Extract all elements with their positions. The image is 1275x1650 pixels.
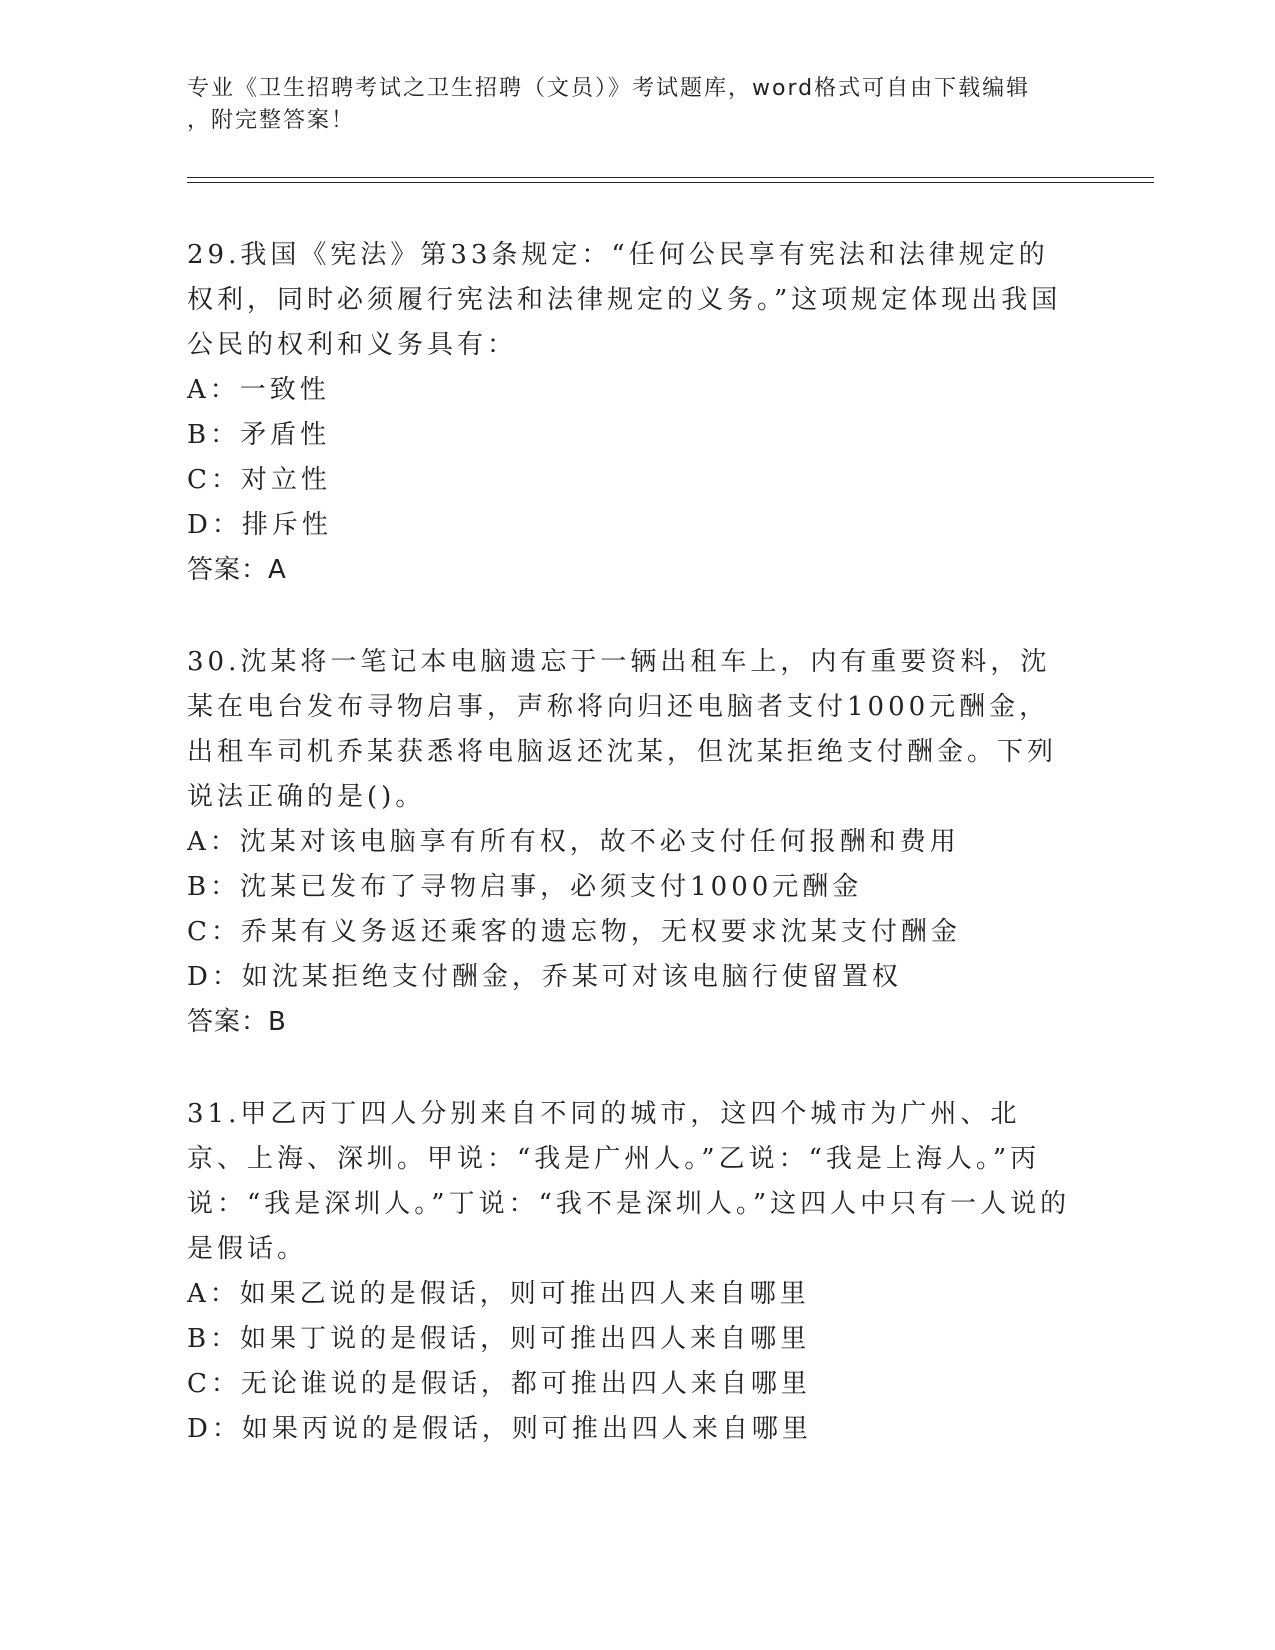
option-b: B：沈某已发布了寻物启事，必须支付1000元酬金 — [187, 872, 863, 902]
option-b: B：矛盾性 — [187, 420, 331, 450]
question-stem: 30.沈某将一笔记本电脑遗忘于一辆出租车上，内有重要资料，沈某在电台发布寻物启事，声称将向归还电脑者支付1000元酬金，出租车司机乔某获悉将电脑返还沈某，但沈某拒绝支付酬金。下列说法正确的是()。 — [187, 647, 1058, 812]
option-a: A：一致性 — [187, 375, 330, 405]
question-stem: 29.我国《宪法》第33条规定：“任何公民享有宪法和法律规定的权利，同时必须履行宪法和法律规定的义务。”这项规定体现出我国公民的权利和义务具有： — [187, 240, 1062, 360]
question-29 — [187, 233, 1077, 593]
option-d: D：如果丙说的是假话，则可推出四人来自哪里 — [187, 1414, 812, 1444]
option-d: D：如沈某拒绝支付酬金，乔某可对该电脑行使留置权 — [187, 962, 902, 992]
header-line-1: 专业《卫生招聘考试之卫生招聘（文员）》考试题库，word格式可自由下载编辑 — [187, 76, 1031, 101]
option-b: B：如果丁说的是假话，则可推出四人来自哪里 — [187, 1324, 811, 1354]
document-header — [187, 73, 1067, 137]
option-c: C：无论谁说的是假话，都可推出四人来自哪里 — [187, 1369, 811, 1399]
question-stem: 31.甲乙丙丁四人分别来自不同的城市，这四个城市为广州、北京、上海、深圳。甲说：“我是广州人。”乙说：“我是上海人。”丙说：“我是深圳人。”丁说：“我不是深圳人。”这四人中只有一人说的是假话。 — [187, 1099, 1071, 1264]
header-rule-bottom — [187, 182, 1154, 183]
option-a: A：沈某对该电脑享有所有权，故不必支付任何报酬和费用 — [187, 827, 960, 857]
option-c: C：乔某有义务返还乘客的遗忘物，无权要求沈某支付酬金 — [187, 917, 961, 947]
option-c: C：对立性 — [187, 465, 331, 495]
header-line-2: ，附完整答案！ — [187, 108, 356, 133]
question-31 — [187, 1092, 1077, 1452]
option-d: D：排斥性 — [187, 510, 332, 540]
answer: 答案：B — [187, 1007, 287, 1037]
option-a: A：如果乙说的是假话，则可推出四人来自哪里 — [187, 1279, 810, 1309]
question-30 — [187, 640, 1077, 1045]
header-rule-top — [187, 177, 1154, 178]
answer: 答案：A — [187, 555, 287, 585]
